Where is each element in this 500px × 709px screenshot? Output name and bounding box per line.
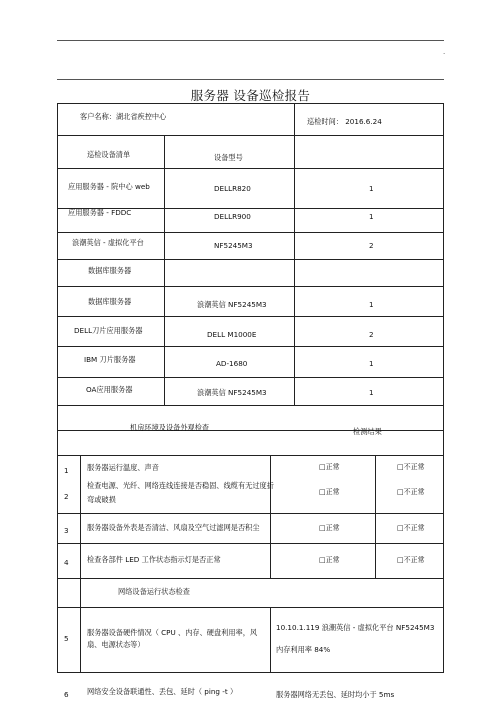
check-item-text: 服务器设备硬件情况（ CPU 、内存、硬盘利用率，风 — [87, 628, 258, 637]
item-number: 6 — [64, 690, 69, 699]
normal-checkbox[interactable]: □正常 — [319, 463, 340, 471]
normal-checkbox[interactable]: □正常 — [319, 556, 340, 564]
device-row-model: DELLR900 — [214, 212, 251, 221]
device-row-qty: 1 — [369, 184, 374, 193]
check-item-text: 服务器运行温度、声音 — [87, 463, 159, 472]
device-row-name: 应用服务器 - FDDC — [68, 208, 132, 217]
top-rule — [57, 40, 444, 41]
network-check-header: 网络设备运行状态检查 — [118, 587, 190, 596]
device-row-model: AD-1680 — [216, 359, 248, 368]
hardware-detail: 10.10.1.119 浪潮英信 - 虚拟化平台 NF5245M3 — [276, 623, 435, 632]
device-row-model: 浪潮英信 NF5245M3 — [197, 300, 267, 309]
device-row-name: 应用服务器 - 院中心 web — [68, 182, 150, 191]
item-number: 2 — [64, 492, 69, 501]
device-row-name: OA应用服务器 — [86, 385, 133, 394]
check-item-text: 服务器设备外表是否清洁、风扇及空气过滤网是否积尘 — [87, 523, 260, 532]
normal-checkbox[interactable]: □正常 — [319, 524, 340, 532]
device-row-name: 浪潮英信 - 虚拟化平台 — [72, 238, 144, 247]
check-item-text: 检查各部件 LED 工作状态指示灯是否正常 — [87, 555, 221, 564]
device-row-qty: 1 — [369, 388, 374, 397]
network-result: 服务器网络无丢包、延时均小于 5ms — [276, 690, 395, 699]
device-list-header: 巡检设备清单 — [87, 150, 131, 159]
device-row-model: NF5245M3 — [214, 241, 253, 250]
device-row-name: DELL刀片应用服务器 — [74, 326, 143, 335]
device-row-qty: 2 — [369, 330, 374, 339]
check-item-text-continued: 扇、电源状态等） — [87, 640, 145, 649]
memory-usage: 内存利用率 84% — [276, 645, 331, 654]
device-row-model: DELLR820 — [214, 184, 251, 193]
environment-check-header: 机房环境及设备外观检查 — [130, 423, 210, 432]
header-dot: · — [443, 50, 446, 58]
device-row-qty: 2 — [369, 241, 374, 250]
inspection-time: 巡检时间： 2016.6.24 — [307, 117, 382, 126]
abnormal-checkbox[interactable]: □不正常 — [397, 556, 425, 564]
model-header: 设备型号 — [214, 153, 243, 162]
abnormal-checkbox[interactable]: □不正常 — [397, 488, 425, 496]
device-row-qty: 1 — [369, 300, 374, 309]
check-item-text: 检查电源、光纤、网络连线连接是否稳固、线缆有无过度折 — [87, 481, 274, 490]
title-rule — [57, 79, 444, 80]
device-row-model: 浪潮英信 NF5245M3 — [197, 388, 267, 397]
abnormal-checkbox[interactable]: □不正常 — [397, 463, 425, 471]
customer-name: 客户名称：湖北省疾控中心 — [80, 112, 167, 121]
check-item-text-continued: 弯或破损 — [87, 495, 116, 504]
device-row-name: 数据库服务器 — [88, 266, 132, 275]
document-title: 服务器 设备巡检报告 — [190, 88, 311, 103]
device-row-name: IBM 刀片服务器 — [84, 355, 136, 364]
result-header: 检测结果 — [353, 427, 382, 436]
abnormal-checkbox[interactable]: □不正常 — [397, 524, 425, 532]
device-row-model: DELL M1000E — [207, 330, 257, 339]
device-row-qty: 1 — [369, 359, 374, 368]
device-row-qty: 1 — [369, 212, 374, 221]
item-number: 5 — [64, 634, 69, 643]
check-item-text: 网络安全设备联通性、丢包、延时（ ping -t ） — [87, 687, 238, 696]
normal-checkbox[interactable]: □正常 — [319, 488, 340, 496]
item-number: 3 — [64, 526, 69, 535]
item-number: 4 — [64, 558, 69, 567]
device-row-name: 数据库服务器 — [88, 297, 132, 306]
item-number: 1 — [64, 466, 69, 475]
